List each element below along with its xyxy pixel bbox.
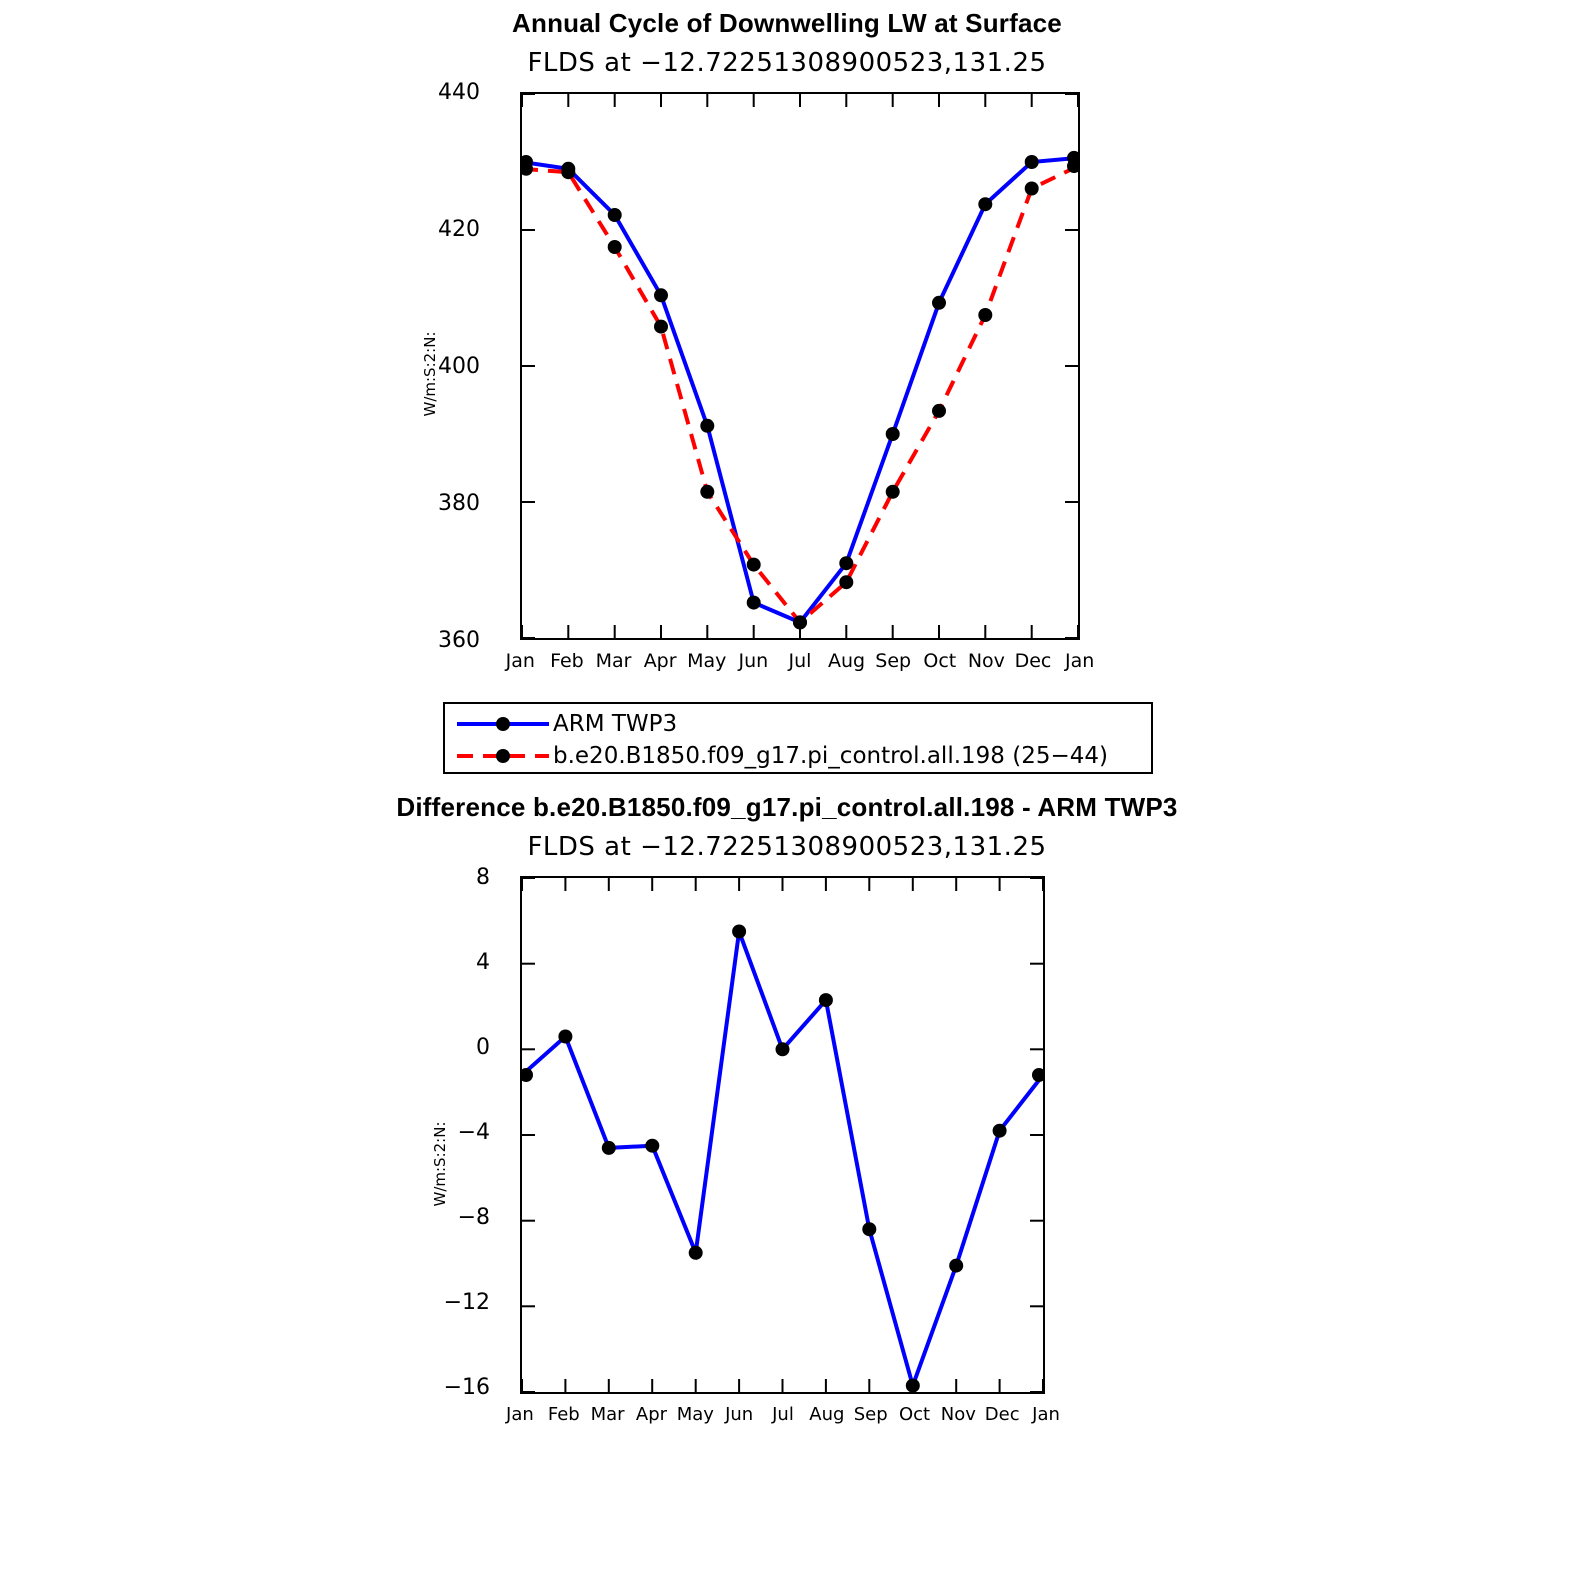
series-markers-0 bbox=[522, 925, 1043, 1393]
panel2-xtick-feb: Feb bbox=[547, 1404, 580, 1425]
panel1-subtitle: FLDS at −12.72251308900523,131.25 bbox=[527, 48, 1047, 78]
panel1-xtick-dec: Dec bbox=[1014, 650, 1052, 672]
panel1-xtick-aug: Aug bbox=[828, 650, 866, 672]
panel1-y-axis-label: W/m:S:2:N: bbox=[421, 331, 439, 417]
panel2-xtick-jun: Jun bbox=[725, 1404, 754, 1425]
panel1-xtick-jul: Jul bbox=[788, 650, 812, 672]
panel2-xtick-nov: Nov bbox=[940, 1404, 976, 1425]
panel1-plot-area bbox=[520, 92, 1080, 640]
panel2-y-ticks bbox=[522, 878, 1043, 1392]
panel2-ytick-neg4: −4 bbox=[457, 1120, 490, 1145]
panel1-x-ticks bbox=[522, 94, 1078, 638]
panel1-xtick-nov: Nov bbox=[967, 650, 1005, 672]
panel2-xtick-jul: Jul bbox=[772, 1404, 794, 1425]
panel2-y-axis-label: W/m:S:2:N: bbox=[431, 1121, 449, 1207]
panel2-ytick-neg16: −16 bbox=[443, 1375, 490, 1400]
panel1-xtick-jan2: Jan bbox=[1064, 650, 1095, 672]
panel2-plot-area bbox=[520, 876, 1045, 1394]
panel2-ytick-neg8: −8 bbox=[457, 1205, 490, 1230]
panel1-title: Annual Cycle of Downwelling LW at Surface bbox=[512, 8, 1062, 38]
panel1-xtick-oct: Oct bbox=[923, 650, 957, 672]
panel2-xtick-mar: Mar bbox=[590, 1404, 625, 1425]
panel2-ytick-0: 0 bbox=[476, 1035, 490, 1060]
panel2-xtick-jan: Jan bbox=[506, 1404, 534, 1425]
panel1-xtick-may: May bbox=[687, 650, 727, 672]
legend-row-obs bbox=[445, 708, 1151, 740]
panel2-svg bbox=[522, 878, 1043, 1392]
legend-swatch-model bbox=[453, 740, 553, 772]
panel1-ytick-400: 400 bbox=[438, 354, 480, 379]
panel1-xtick-apr: Apr bbox=[643, 650, 677, 672]
series-line-0 bbox=[522, 158, 1078, 623]
series-line-1 bbox=[522, 166, 1078, 622]
panel1-svg bbox=[522, 94, 1078, 638]
panel2-x-tick-labels bbox=[498, 1404, 1068, 1425]
panel1-ytick-440: 440 bbox=[438, 80, 480, 105]
panel2-xtick-sep: Sep bbox=[853, 1404, 888, 1425]
panel2-xtick-apr: Apr bbox=[635, 1404, 668, 1425]
panel2-title: Difference b.e20.B1850.f09_g17.pi_control.all.198 - ARM TWP3 bbox=[396, 792, 1178, 822]
panel2-ytick-4: 4 bbox=[476, 950, 490, 975]
panel1-x-tick-labels bbox=[497, 650, 1103, 672]
panel1-xtick-jun: Jun bbox=[738, 650, 769, 672]
panel1-xtick-feb: Feb bbox=[550, 650, 584, 672]
series-line-0 bbox=[522, 932, 1043, 1386]
panel1-ytick-420: 420 bbox=[438, 217, 480, 242]
panel1-xtick-jan: Jan bbox=[505, 650, 535, 672]
panel-difference bbox=[0, 790, 1574, 1574]
legend-swatch-obs bbox=[453, 708, 553, 740]
panel2-ytick-8: 8 bbox=[476, 865, 490, 890]
panel2-xtick-aug: Aug bbox=[809, 1404, 845, 1425]
panel2-ytick-neg12: −12 bbox=[443, 1290, 490, 1315]
legend-label-obs: ARM TWP3 bbox=[553, 711, 678, 737]
panel2-x-ticks bbox=[522, 878, 1043, 1392]
panel2-xtick-jan2: Jan bbox=[1032, 1404, 1060, 1425]
panel1-xtick-mar: Mar bbox=[595, 650, 632, 672]
panel1-ytick-380: 380 bbox=[438, 491, 480, 516]
legend-row-model bbox=[445, 740, 1151, 772]
panel2-xtick-oct: Oct bbox=[898, 1404, 931, 1425]
series-markers-0 bbox=[522, 151, 1078, 630]
panel1-ytick-360: 360 bbox=[438, 628, 480, 653]
panel2-xtick-dec: Dec bbox=[984, 1404, 1020, 1425]
panel1-y-ticks bbox=[522, 94, 1078, 638]
panel2-xtick-may: May bbox=[676, 1404, 714, 1425]
panel1-xtick-sep: Sep bbox=[875, 650, 912, 672]
legend bbox=[443, 702, 1153, 774]
panel2-subtitle: FLDS at −12.72251308900523,131.25 bbox=[527, 832, 1047, 862]
legend-label-model: b.e20.B1850.f09_g17.pi_control.all.198 (25−44) bbox=[553, 743, 1108, 769]
